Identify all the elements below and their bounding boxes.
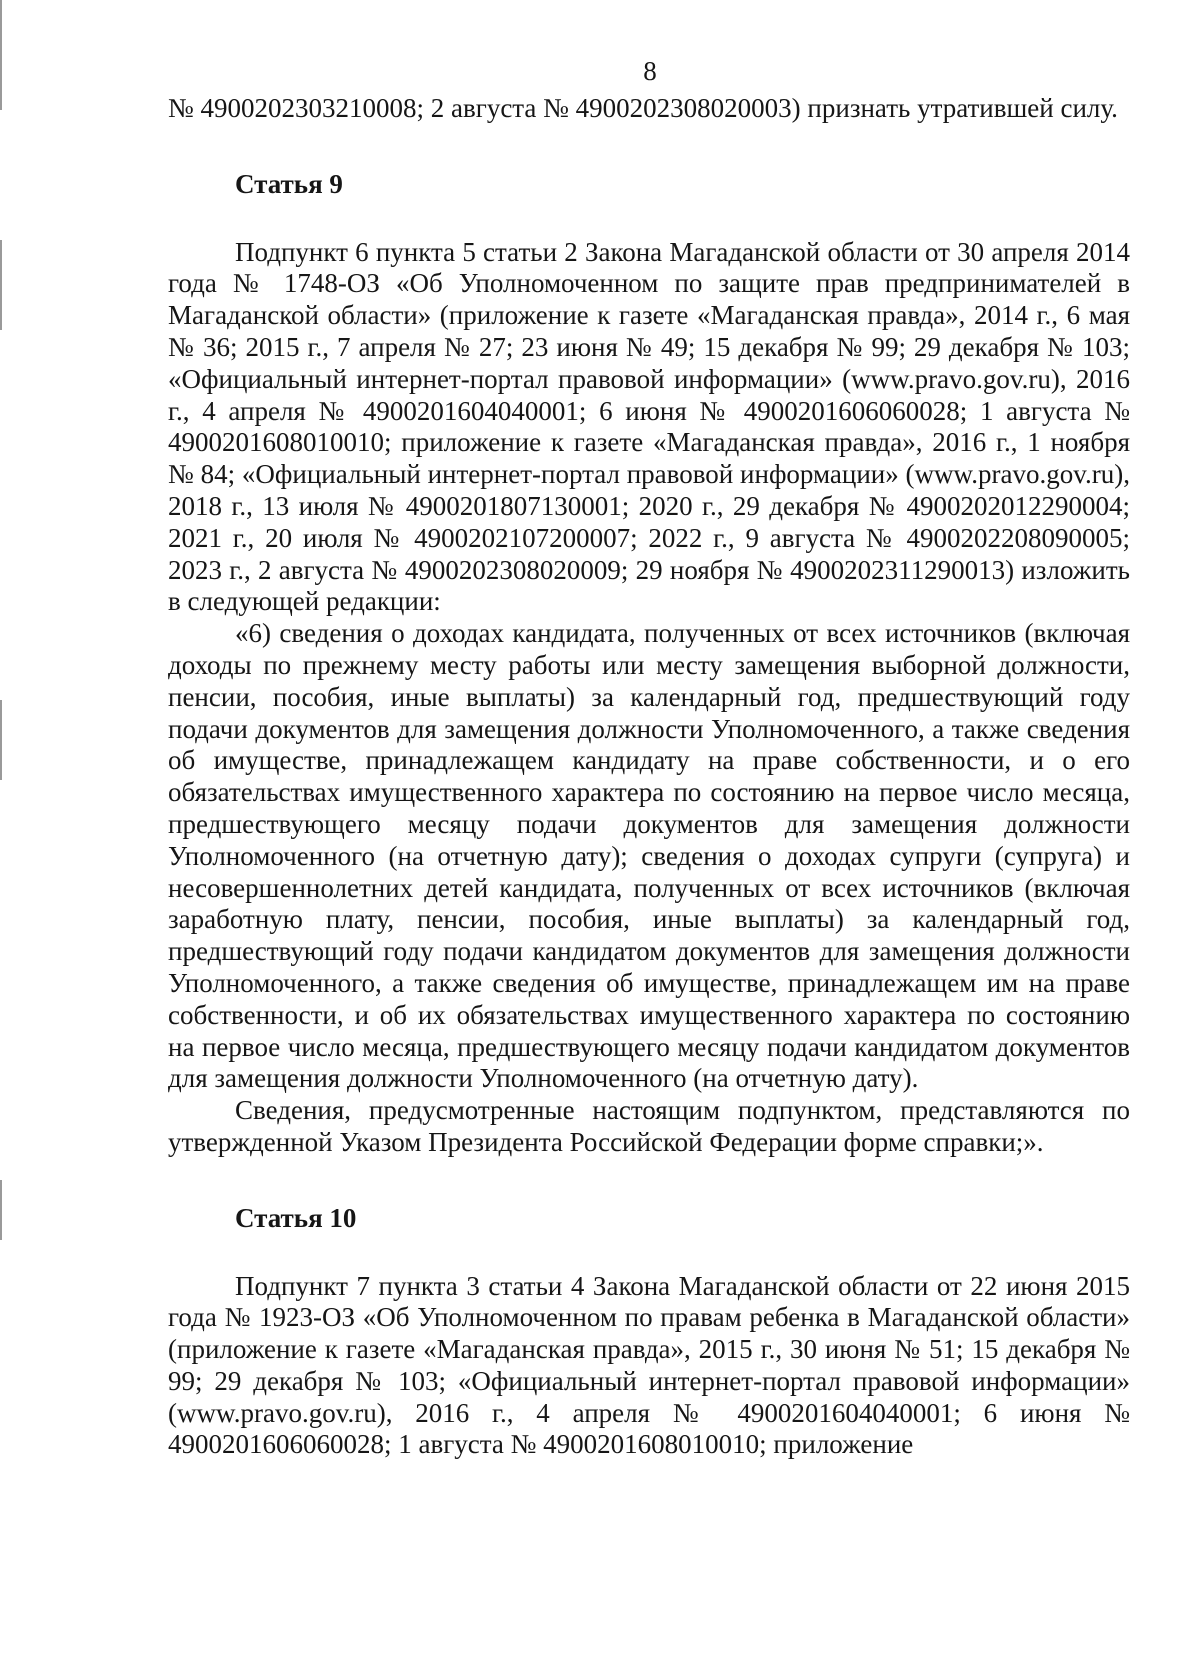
article-9-paragraph-3: Сведения, предусмотренные настоящим подпунктом, представляются по утвержденной Указом Президента Российской Федерации форме справки;». — [168, 1095, 1130, 1157]
scan-edge-mark — [0, 1180, 2, 1240]
document-body — [168, 93, 1130, 1461]
article-10-heading: Статья 10 — [235, 1202, 357, 1233]
intro-paragraph: № 4900202303210008; 2 августа № 4900202308020003) признать утратившей силу. — [168, 93, 1118, 123]
article-10-paragraph-1: Подпункт 7 пункта 3 статьи 4 Закона Магаданской области от 22 июня 2015 года № 1923-ОЗ «Об Уполномоченном по правам ребенка в Магаданской области» (приложение к газете «Магаданская правда», 2015 г., 30 июня № 51; 15 декабря № 99; 29 декабря № 103; «Официальный интернет-портал правовой информации» (www.pravo.gov.ru), 2016 г., 4 апреля № 4900201604040001; 6 июня № 4900201606060028; 1 августа № 4900201608010010; приложение — [168, 1270, 1130, 1460]
scan-edge-mark — [0, 240, 2, 330]
page-number: 8 — [643, 56, 657, 86]
article-9-heading: Статья 9 — [235, 168, 343, 199]
article-9-paragraph-1: Подпункт 6 пункта 5 статьи 2 Закона Магаданской области от 30 апреля 2014 года № 1748-ОЗ «Об Уполномоченном по защите прав предпринимателей в Магаданской области» (приложение к газете «Магаданская правда», 2014 г., 6 мая № 36; 2015 г., 7 апреля № 27; 23 июня № 49; 15 декабря № 99; 29 декабря № 103; «Официальный интернет-портал правовой информации» (www.pravo.gov.ru), 2016 г., 4 апреля № 4900201604040001; 6 июня № 4900201606060028; 1 августа № 4900201608010010; приложение к газете «Магаданская правда», 2016 г., 1 ноября № 84; «Официальный интернет-портал правовой информации» (www.pravo.gov.ru), 2018 г., 13 июля № 4900201807130001; 2020 г., 29 декабря № 4900202012290004; 2021 г., 20 июля № 4900202107200007; 2022 г., 9 августа № 4900202208090005; 2023 г., 2 августа № 4900202308020009; 29 ноября № 4900202311290013) изложить в следующей редакции: — [168, 236, 1130, 617]
scan-edge-mark — [0, 700, 2, 780]
scan-edge-mark — [0, 0, 2, 110]
article-9-paragraph-2: «6) сведения о доходах кандидата, полученных от всех источников (включая доходы по прежнему месту работы или месту замещения выборной должности, пенсии, пособия, иные выплаты) за календарный год, предшествующий году подачи документов для замещения должности Уполномоченного, а также сведения об имуществе, принадлежащем кандидату на праве собственности, и о его обязательствах имущественного характера по состоянию на первое число месяца, предшествующего месяцу подачи документов для замещения должности Уполномоченного (на отчетную дату); сведения о доходах супруги (супруга) и несовершеннолетних детей кандидата, полученных от всех источников (включая заработную плату, пенсии, пособия, иные выплаты) за календарный год, предшествующий году подачи кандидатом документов для замещения должности Уполномоченного, а также сведения об имуществе, принадлежащем им на праве собственности, и об их обязательствах имущественного характера по состоянию на первое число месяца, предшествующего месяцу подачи кандидатом документов для замещения должности Уполномоченного (на отчетную дату). — [168, 618, 1130, 1094]
